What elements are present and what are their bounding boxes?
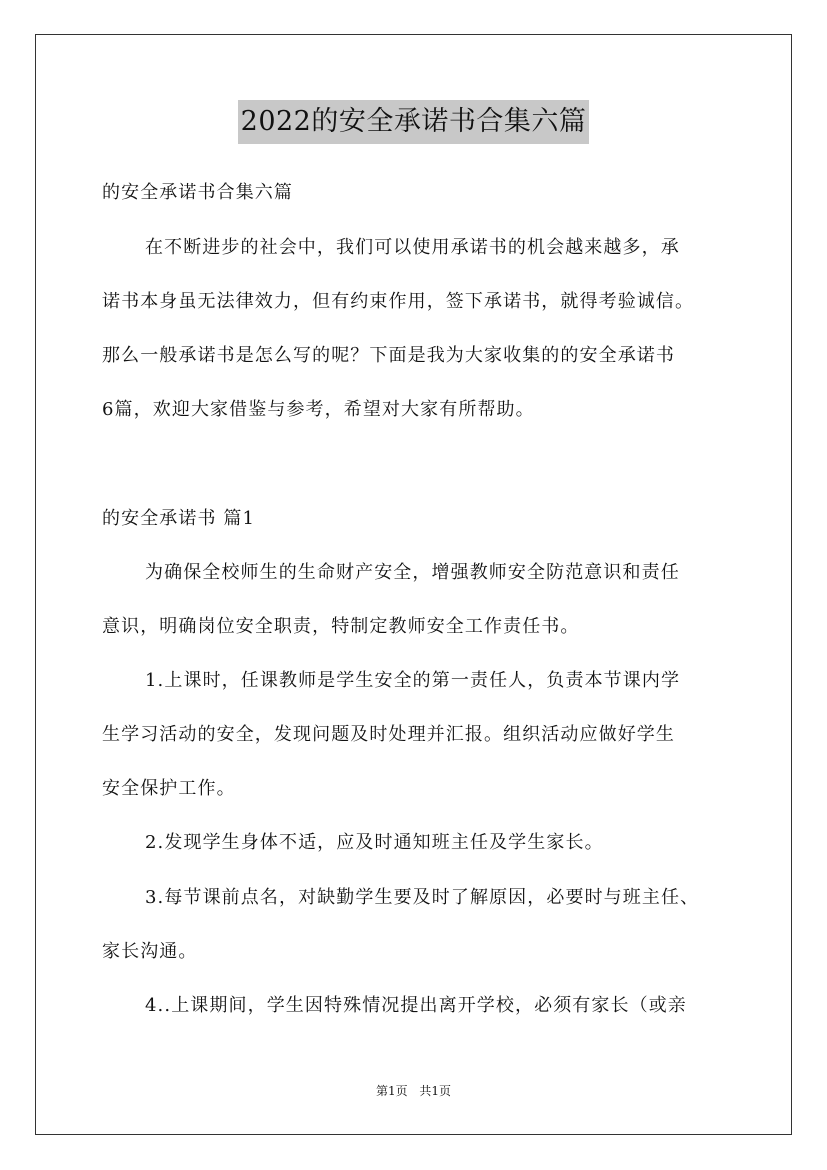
page-footer: [0, 1083, 827, 1099]
page-number: 第1页: [375, 1084, 408, 1098]
body-line: 3.每节课前点名，对缺勤学生要及时了解原因，必要时与班主任、: [145, 887, 700, 908]
body-line: 1.上课时，任课教师是学生安全的第一责任人，负责本节课内学: [145, 670, 681, 691]
intro-line: 诺书本身虽无法律效力，但有约束作用，签下承诺书，就得考验诚信。: [102, 291, 695, 312]
intro-line: 在不断进步的社会中，我们可以使用承诺书的机会越来越多，承: [145, 237, 680, 258]
section-heading: 的安全承诺书 篇1: [102, 508, 256, 529]
body-line: 为确保全校师生的生命财产安全，增强教师安全防范意识和责任: [145, 562, 680, 583]
intro-line: 6篇，欢迎大家借鉴与参考，希望对大家有所帮助。: [102, 399, 535, 420]
body-line: 4..上课期间，学生因特殊情况提出离开学校，必须有家长（或亲: [145, 995, 687, 1016]
intro-line: 那么一般承诺书是怎么写的呢？下面是我为大家收集的的安全承诺书: [102, 345, 675, 366]
body-line: 生学习活动的安全，发现问题及时处理并汇报。组织活动应做好学生: [102, 724, 675, 745]
document-title: 2022的安全承诺书合集六篇: [238, 100, 590, 144]
page-total: 共1页: [419, 1084, 452, 1098]
document-subtitle: 的安全承诺书合集六篇: [102, 182, 293, 203]
body-line: 家长沟通。: [102, 941, 198, 962]
body-line: 安全保护工作。: [102, 778, 236, 799]
body-line: 2.发现学生身体不适，应及时通知班主任及学生家长。: [145, 832, 604, 853]
document-title-container: [0, 100, 827, 144]
body-line: 意识，明确岗位安全职责，特制定教师安全工作责任书。: [102, 616, 580, 637]
